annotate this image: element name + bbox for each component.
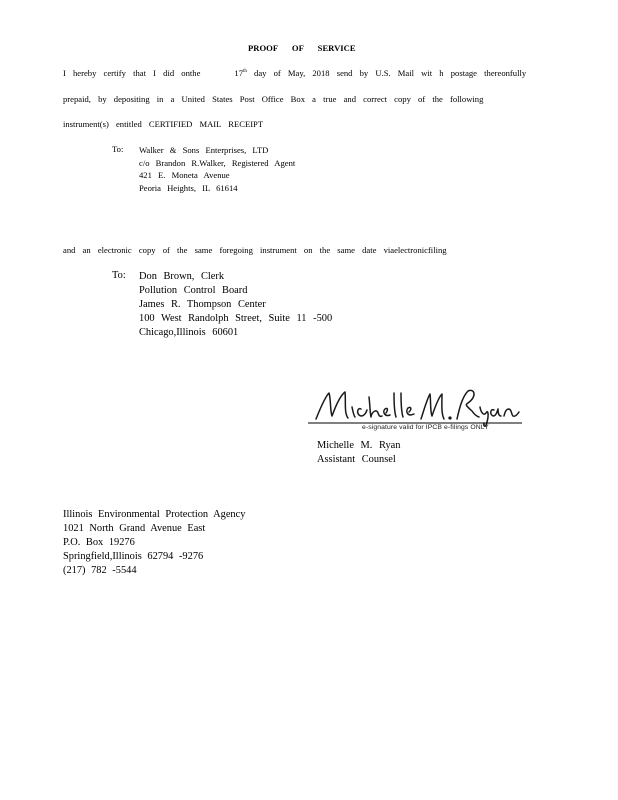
agency-line: P.O. Box 19276 [63, 537, 135, 548]
recipient-1-line: Walker & Sons Enterprises, LTD [139, 145, 269, 155]
agency-address [63, 508, 245, 578]
recipient-2-line: 100 West Randolph Street, Suite 11 -500 [139, 313, 333, 324]
signer-block [317, 439, 400, 467]
recipient-2-to-label: To: [112, 270, 126, 281]
certify-line-2: prepaid, by depositing in a United States Post Office Box a true and correct copy of the following [63, 94, 484, 104]
certify-line-1-end: day of May, 2018 send by U.S. Mail wit h postage thereonfully [254, 68, 527, 78]
document-title: PROOF OF SERVICE [248, 43, 356, 53]
agency-line: Springfield,Illinois 62794 -9276 [63, 551, 204, 562]
recipient-2-line: James R. Thompson Center [139, 299, 266, 310]
recipient-2-line: Chicago,Illinois 60601 [139, 327, 239, 338]
agency-line: Illinois Environmental Protection Agency [63, 509, 246, 520]
certify-day: 17 [234, 68, 243, 78]
agency-line: 1021 North Grand Avenue East [63, 523, 206, 534]
recipient-1-line: c/o Brandon R.Walker, Registered Agent [139, 157, 296, 168]
recipient-2-line: Don Brown, Clerk [139, 271, 225, 282]
recipient-2-line: Pollution Control Board [139, 285, 248, 296]
electronic-filing-line: and an electronic copy of the same foregoing instrument on the same date viaelectronicfiling [63, 245, 447, 255]
agency-line: (217) 782 -5544 [63, 565, 137, 576]
recipient-1-line: 421 E. Moneta Avenue [139, 170, 230, 180]
recipient-1-address [139, 144, 295, 194]
certify-line-1-start: I hereby certify that I did onthe [63, 68, 201, 78]
recipient-1-to-label: To: [112, 144, 124, 154]
certify-line-3: instrument(s) entitled CERTIFIED MAIL RECEIPT [63, 119, 264, 129]
certify-day-suffix: th [242, 69, 247, 74]
recipient-2-address [139, 270, 332, 340]
certify-line-1 [63, 68, 526, 78]
recipient-1-line: Peoria Heights, IL 61614 [139, 182, 238, 193]
signature-caption: e-signature valid for IPCB e-filings ONLY [362, 424, 489, 431]
signer-role: Assistant Counsel [317, 454, 396, 465]
signer-name: Michelle M. Ryan [317, 440, 401, 451]
